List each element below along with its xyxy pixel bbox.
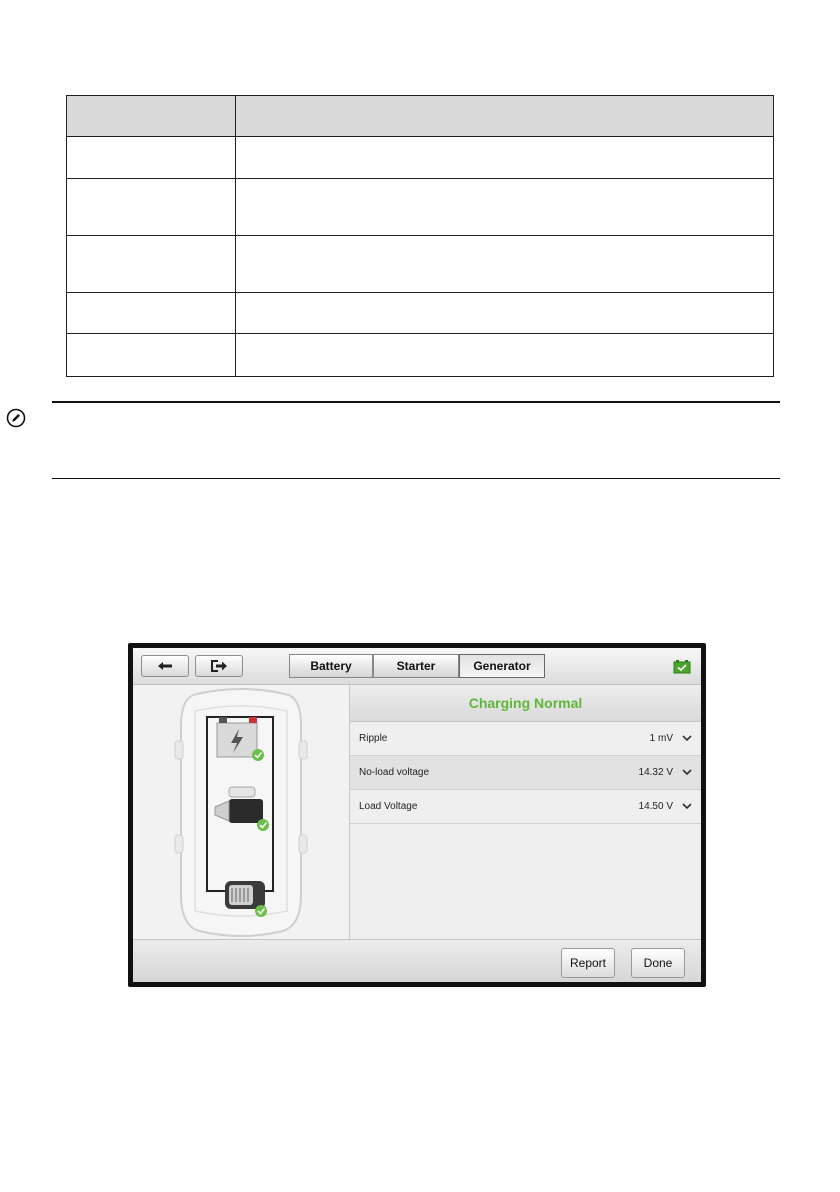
status-title: Charging Normal [350,685,701,722]
table-cell [236,236,774,293]
row-label: No-load voltage [359,767,430,778]
note-bottom-rule [52,478,780,479]
table-header-cell [236,96,774,137]
table-cell [236,293,774,334]
row-label: Ripple [359,733,388,744]
tab-bar [289,654,545,678]
device-screen [133,648,701,982]
row-value: 14.32 V [638,767,673,778]
device-screenshot [128,643,706,987]
vehicle-diagram-pane [133,685,350,939]
result-row-load-voltage[interactable] [350,790,701,824]
table-cell [236,137,774,179]
table-cell [67,334,236,377]
table-row [67,293,774,334]
row-value: 14.50 V [638,801,673,812]
table-cell [67,179,236,236]
chevron-down-icon[interactable] [681,766,693,778]
note-top-rule [52,401,780,403]
row-label: Load Voltage [359,801,418,812]
table-row [67,334,774,377]
chevron-down-icon[interactable] [681,800,693,812]
table-cell [67,293,236,334]
done-button[interactable]: Done [631,948,685,978]
back-button[interactable] [141,655,189,677]
row-value: 1 mV [649,733,673,744]
table-row [67,179,774,236]
results-pane [350,685,701,939]
tab-battery[interactable]: Battery [289,654,373,678]
battery-status-icon [673,660,691,674]
tab-starter[interactable]: Starter [373,654,459,678]
info-table [66,95,774,377]
back-arrow-icon [157,661,173,671]
result-row-no-load-voltage[interactable] [350,756,701,790]
exit-icon [210,659,228,673]
table-cell [236,179,774,236]
table-header-cell [67,96,236,137]
footer-bar [133,939,701,982]
vehicle-circuit-diagram [133,685,349,939]
tab-generator[interactable]: Generator [459,654,545,678]
table-cell [67,236,236,293]
toolbar [133,648,701,685]
table-header-row [67,96,774,137]
pencil-note-icon [6,408,26,428]
chevron-down-icon[interactable] [681,732,693,744]
table-cell [236,334,774,377]
result-row-ripple[interactable] [350,722,701,756]
table-cell [67,137,236,179]
exit-button[interactable] [195,655,243,677]
report-button[interactable]: Report [561,948,615,978]
table-row [67,137,774,179]
table-row [67,236,774,293]
